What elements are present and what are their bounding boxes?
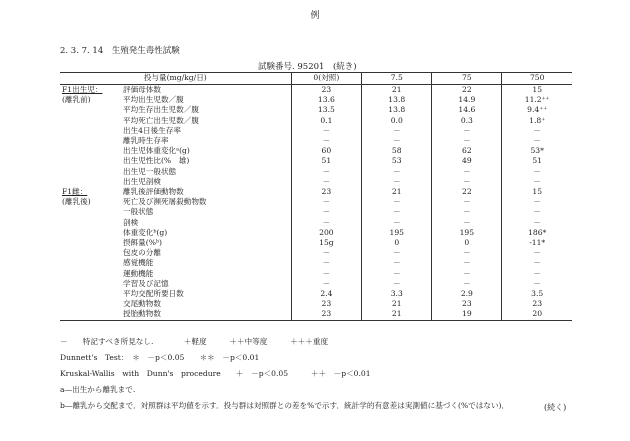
row-value: 3.5 (502, 289, 572, 299)
page-header: 例 (310, 11, 320, 21)
group-cell (60, 167, 121, 177)
row-value: － (502, 136, 572, 146)
table-row (60, 167, 572, 177)
group-cell (60, 228, 121, 238)
table-row (60, 289, 572, 299)
table-header-row (60, 73, 572, 85)
row-value: 23 (432, 299, 502, 309)
row-item-label: 出生4日後生存率 (123, 125, 181, 135)
row-value: 195 (362, 228, 432, 238)
group-title: F1雌： (62, 187, 88, 197)
group-subtitle: (離乳前) (62, 95, 91, 105)
table-row (60, 248, 572, 258)
row-value: 21 (362, 299, 432, 309)
row-value: 200 (291, 228, 362, 238)
table-row (60, 258, 572, 268)
table-row (60, 207, 572, 217)
table-row (60, 238, 572, 248)
dose-header: 0(対照) (291, 73, 362, 85)
row-value: 53 (362, 156, 432, 166)
row-item-label: 摂餌量(%ᵇ) (123, 238, 162, 248)
row-item-label: 感覚機能 (123, 258, 154, 268)
row-value: － (362, 269, 432, 279)
row-value: － (432, 207, 502, 217)
dose-header: 75 (432, 73, 502, 85)
dose-header: 7.5 (362, 73, 432, 85)
row-value: － (291, 197, 362, 207)
row-value: 2.4 (291, 289, 362, 299)
table-row (60, 116, 572, 126)
group-cell (60, 136, 121, 146)
group-cell (60, 116, 121, 126)
group-subtitle: (離乳後) (62, 197, 91, 207)
row-value: 20 (502, 309, 572, 320)
row-value: 23 (502, 299, 572, 309)
test-number: 試験番号. 95201 (続き) (258, 62, 357, 72)
table-row (60, 299, 572, 309)
group-cell (60, 218, 121, 228)
row-value: － (291, 258, 362, 268)
row-value: － (291, 126, 362, 136)
group-cell (60, 248, 121, 258)
row-item-label: 平均生存出生児数／腹 (123, 105, 199, 115)
row-value: － (291, 207, 362, 217)
table-row (60, 269, 572, 279)
row-value: 15 (502, 85, 572, 96)
table-row (60, 136, 572, 146)
row-value: 22 (432, 85, 502, 96)
row-value: － (362, 197, 432, 207)
footnote-b: b―離乳から交配まで．対照群は平均値を示す．投与群は対照群との差を%で示す．統計学的有意差は実測値に基づく(%ではない)． (60, 401, 510, 410)
row-value: － (362, 177, 432, 187)
row-value: － (502, 177, 572, 187)
group-cell (60, 146, 121, 156)
table-row (60, 309, 572, 320)
row-value: 51 (291, 156, 362, 166)
row-value: － (291, 177, 362, 187)
row-value: 0 (432, 238, 502, 248)
row-item-label: 平均出生児数／腹 (123, 95, 184, 105)
row-value: 11.2⁺⁺ (502, 95, 572, 105)
row-value: 51 (502, 156, 572, 166)
row-value: 13.6 (291, 95, 362, 105)
group-cell (60, 105, 121, 115)
row-value: － (502, 197, 572, 207)
table-row (60, 156, 572, 166)
row-value: 23 (291, 309, 362, 320)
row-value: － (432, 177, 502, 187)
row-value: 0.1 (291, 116, 362, 126)
row-value: － (362, 136, 432, 146)
row-item-label: 離乳時生存率 (123, 136, 169, 146)
row-value: － (502, 207, 572, 217)
row-value: 53* (502, 146, 572, 156)
row-value: 13.5 (291, 105, 362, 115)
row-value: － (502, 279, 572, 289)
row-value: － (432, 197, 502, 207)
row-item-label: 授胎動物数 (121, 309, 291, 320)
row-value: － (502, 258, 572, 268)
row-item-label: 平均死亡出生児数／腹 (123, 115, 199, 125)
row-value: 19 (432, 309, 502, 320)
row-value: － (502, 167, 572, 177)
row-value: 14.6 (432, 105, 502, 115)
footnote-dunnett: Dunnett's Test： ＊ －p＜0.05 ＊＊ －p＜0.01 (60, 353, 260, 362)
group-cell (60, 177, 121, 187)
row-value: 58 (362, 146, 432, 156)
table-row (60, 279, 572, 289)
row-item-label: 出生児一般状態 (123, 166, 177, 176)
footnote-legend: － 特記すべき所見なし. ＋軽度 ＋＋中等度 ＋＋＋重度 (60, 337, 329, 346)
row-value: － (432, 248, 502, 258)
row-value: － (502, 248, 572, 258)
row-item-label: 学習及び記憶 (123, 278, 169, 288)
row-value: － (432, 218, 502, 228)
row-value: 2.9 (432, 289, 502, 299)
row-value: － (432, 258, 502, 268)
row-value: 49 (432, 156, 502, 166)
group-cell (60, 279, 121, 289)
table-row (60, 197, 572, 207)
row-value: － (291, 269, 362, 279)
row-value: － (432, 269, 502, 279)
row-value: 13.8 (362, 95, 432, 105)
row-value: － (291, 218, 362, 228)
row-value: － (362, 279, 432, 289)
row-item-label: 交尾動物数 (123, 299, 161, 309)
table-row (60, 146, 572, 156)
table-row (60, 177, 572, 187)
row-value: 13.8 (362, 105, 432, 115)
row-item-label: 出生児性比(% 雄) (123, 156, 190, 166)
row-value: － (432, 136, 502, 146)
row-item-label: 一般状態 (123, 207, 154, 217)
table-row (60, 85, 572, 96)
row-value: － (291, 167, 362, 177)
row-value: － (362, 258, 432, 268)
row-value: － (432, 126, 502, 136)
row-item-label: 出生児剖検 (123, 176, 161, 186)
row-value: 22 (432, 187, 502, 197)
row-item-label: 出生児体重変化ᵃ(g) (123, 146, 190, 156)
row-item-label: 離乳後評価動物数 (123, 187, 184, 197)
row-value: － (502, 269, 572, 279)
row-value: － (362, 218, 432, 228)
row-value: -11* (502, 238, 572, 248)
row-item-label: 体重変化ᵇ(g) (123, 227, 168, 237)
row-value: 23 (291, 85, 362, 96)
row-value: 21 (362, 309, 432, 320)
row-value: 1.8⁺ (502, 116, 572, 126)
row-value: － (502, 218, 572, 228)
section-title: 2. 3. 7. 14 生殖発生毒性試験 (60, 46, 180, 56)
table-row (60, 218, 572, 228)
group-cell (60, 156, 121, 166)
group-cell (60, 309, 121, 320)
table-row (60, 228, 572, 238)
row-value: 0 (362, 238, 432, 248)
row-value: － (502, 126, 572, 136)
group-title: F1出生児： (62, 85, 103, 94)
table-row (60, 126, 572, 136)
row-value: － (362, 248, 432, 258)
row-value: 0.3 (432, 116, 502, 126)
row-item-label: 死亡及び瀕死屠殺動物数 (123, 197, 207, 207)
row-value: 15 (502, 187, 572, 197)
row-item-label: 運動機能 (123, 268, 154, 278)
row-value: － (362, 167, 432, 177)
continued-label: (続く) (544, 403, 567, 412)
row-value: 15g (291, 238, 362, 248)
row-item-label: 平均交配所要日数 (123, 289, 184, 299)
footnote-kruskal: Kruskal-Wallis with Dunn's procedure ＋ －p＜0.05 ＋＋ －p＜0.01 (60, 369, 371, 378)
row-value: 60 (291, 146, 362, 156)
toxicity-table (60, 72, 572, 321)
row-value: 195 (432, 228, 502, 238)
row-value: 14.9 (432, 95, 502, 105)
footnotes (60, 334, 580, 414)
row-value: － (432, 167, 502, 177)
row-value: 3.3 (362, 289, 432, 299)
row-value: 9.4⁺⁺ (502, 105, 572, 115)
row-value: － (432, 279, 502, 289)
table-row (60, 105, 572, 115)
row-value: 23 (291, 299, 362, 309)
group-cell (60, 269, 121, 279)
row-value: 186* (502, 228, 572, 238)
row-value: 0.0 (362, 116, 432, 126)
dose-label: 投与量(mg/kg/日) (60, 73, 291, 85)
group-cell (60, 126, 121, 136)
row-value: 62 (432, 146, 502, 156)
row-value: － (362, 126, 432, 136)
table-row (60, 187, 572, 197)
group-cell (60, 238, 121, 248)
group-cell (60, 258, 121, 268)
table-row (60, 95, 572, 105)
group-cell (60, 207, 121, 217)
row-value: － (291, 136, 362, 146)
row-item-label: 評価母体数 (123, 85, 161, 94)
row-value: － (291, 248, 362, 258)
dose-header: 750 (502, 73, 572, 85)
row-item-label: 剖検 (123, 217, 139, 227)
row-item-label: 包皮の分離 (123, 248, 161, 258)
row-value: － (291, 279, 362, 289)
row-value: 21 (362, 187, 432, 197)
footnote-a: a―出生から離乳まで. (60, 385, 136, 394)
group-cell (60, 299, 121, 309)
row-value: 21 (362, 85, 432, 96)
row-value: 23 (291, 187, 362, 197)
group-cell (60, 289, 121, 299)
row-value: － (362, 207, 432, 217)
